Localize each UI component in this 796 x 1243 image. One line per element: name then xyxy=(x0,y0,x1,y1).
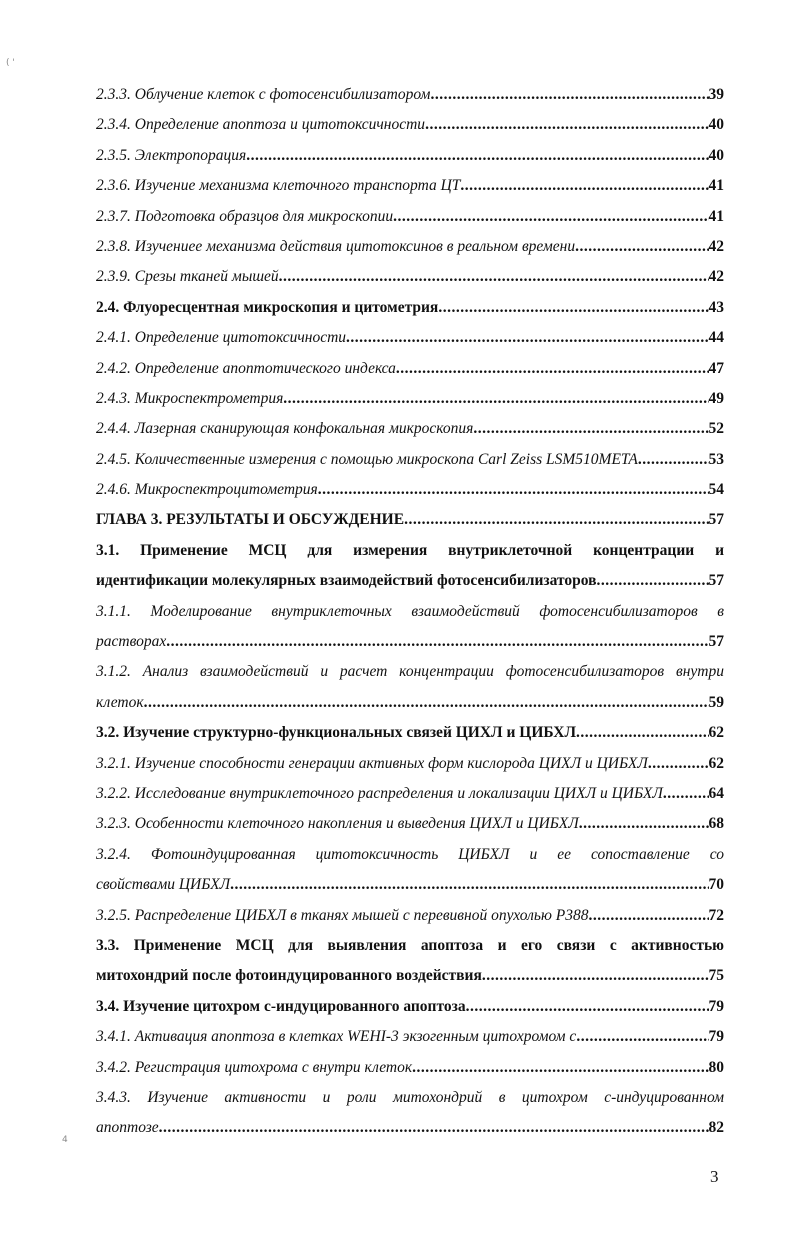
dot-leader xyxy=(346,323,708,353)
dot-leader xyxy=(473,414,708,444)
toc-entry-title: 3.2.1. Изучение способности генерации активных форм кислорода ЦИХЛ и ЦИБХЛ xyxy=(96,754,648,772)
toc-entry xyxy=(96,505,724,535)
toc-entry xyxy=(96,445,724,475)
toc-entry xyxy=(96,901,724,931)
toc-entry-title: апоптозе xyxy=(96,1119,159,1137)
toc-entry-title: ГЛАВА 3. РЕЗУЛЬТАТЫ И ОБСУЖДЕНИЕ xyxy=(96,511,405,529)
toc-entry-page: 80 xyxy=(708,1058,724,1076)
toc-entry-title: митохондрий после фотоиндуцированного воздействия xyxy=(96,967,482,985)
dot-leader xyxy=(648,749,709,779)
toc-entry-title: 2.4.5. Количественные измерения с помощью микроскопа Carl Zeiss LSM510META xyxy=(96,450,638,468)
toc-entry-title: растворах xyxy=(96,633,167,651)
dot-leader xyxy=(166,627,708,657)
toc-entry xyxy=(96,992,724,1022)
toc-entry-first-line: 3.3. Применение МСЦ для выявления апоптоза и его связи с активностью xyxy=(96,936,724,954)
toc-entry-title: 3.4.2. Регистрация цитохрома с внутри клеток xyxy=(96,1058,413,1076)
dot-leader xyxy=(663,779,709,809)
page-number: 3 xyxy=(710,1167,719,1186)
toc-entry xyxy=(96,1053,724,1083)
dot-leader xyxy=(230,870,708,900)
toc-entry xyxy=(96,1022,724,1052)
toc-entry-page: 72 xyxy=(708,906,724,924)
toc-entry xyxy=(96,749,724,779)
toc-entry-title: 3.4.1. Активация апоптоза в клетках WEHI-3 экзогенным цитохромом с xyxy=(96,1028,577,1046)
dot-leader xyxy=(438,293,708,323)
toc-entry xyxy=(96,718,724,748)
dot-leader xyxy=(588,901,708,931)
toc-entry-title: 2.3.8. Изучениее механизма действия цитотоксинов в реальном времени xyxy=(96,237,576,255)
toc-entry-title: идентификации молекулярных взаимодействий фотосенсибилизаторов xyxy=(96,572,597,590)
toc-entry-title: 2.3.7. Подготовка образцов для микроскопии xyxy=(96,207,394,225)
toc-entry xyxy=(96,779,724,809)
toc-entry-page: 57 xyxy=(708,633,724,651)
toc-entry-first-line: 3.4.3. Изучение активности и роли митохондрий в цитохром с-индуцированном xyxy=(96,1088,724,1106)
toc-entry xyxy=(96,293,724,323)
toc-entry-page: 75 xyxy=(708,967,724,985)
toc-entry-title: 2.4. Флуоресцентная микроскопия и цитометрия xyxy=(96,298,439,316)
toc-entry-page: 41 xyxy=(708,207,724,225)
toc-entry-page: 59 xyxy=(708,693,724,711)
toc-entry xyxy=(96,262,724,292)
toc-entry-title: 3.4. Изучение цитохром с-индуцированного апоптоза xyxy=(96,997,466,1015)
toc-entry-title: 2.3.4. Определение апоптоза и цитотоксичности xyxy=(96,116,426,134)
toc-entry xyxy=(96,870,724,900)
dot-leader xyxy=(576,1022,708,1052)
toc-entry-page: 82 xyxy=(708,1119,724,1137)
dot-leader xyxy=(404,505,708,535)
scan-mark-bottom: 4 xyxy=(62,1135,68,1145)
dot-leader xyxy=(597,566,709,596)
toc-entry-page: 70 xyxy=(708,876,724,894)
dot-leader xyxy=(638,445,709,475)
dot-leader xyxy=(482,961,709,991)
dot-leader xyxy=(279,262,709,292)
toc-entry-page: 52 xyxy=(708,420,724,438)
toc-entry-page: 39 xyxy=(708,86,724,103)
toc-entry xyxy=(96,414,724,444)
toc-entry-page: 57 xyxy=(708,511,724,529)
toc-entry-page: 42 xyxy=(708,268,724,286)
toc-entry xyxy=(96,384,724,414)
dot-leader xyxy=(430,80,708,110)
toc-entry-page: 43 xyxy=(708,298,724,316)
dot-leader xyxy=(393,202,708,232)
dot-leader xyxy=(159,1113,709,1143)
toc-entry-page: 44 xyxy=(708,329,724,347)
toc-entry-title: 3.2. Изучение структурно-функциональных связей ЦИХЛ и ЦИБХЛ xyxy=(96,724,577,742)
dot-leader xyxy=(466,992,709,1022)
toc-entry-page: 62 xyxy=(708,754,724,772)
dot-leader xyxy=(318,475,709,505)
toc-entry-title: 2.4.4. Лазерная сканирующая конфокальная микроскопия xyxy=(96,420,474,438)
toc-entry-page: 64 xyxy=(708,784,724,802)
dot-leader xyxy=(144,688,709,718)
toc-entry xyxy=(96,171,724,201)
dot-leader xyxy=(575,232,708,262)
toc-entry-title: 2.3.3. Облучение клеток с фотосенсибилизатором xyxy=(96,86,431,103)
dot-leader xyxy=(396,354,709,384)
toc-entry-first-line: 3.1. Применение МСЦ для измерения внутриклеточной концентрации и xyxy=(96,541,724,559)
toc-entry xyxy=(96,475,724,505)
toc-entry-page: 42 xyxy=(708,237,724,255)
toc-entry-title: клеток xyxy=(96,693,144,711)
dot-leader xyxy=(283,384,708,414)
toc-entry xyxy=(96,141,724,171)
toc-entry xyxy=(96,566,724,596)
toc-entry-page: 68 xyxy=(708,815,724,833)
toc-entry-title: 2.3.6. Изучение механизма клеточного транспорта ЦТ xyxy=(96,177,461,195)
toc-entry-first-line: 3.1.2. Анализ взаимодействий и расчет концентрации фотосенсибилизаторов внутри xyxy=(96,663,724,681)
toc-entry-title: 2.3.5. Электропорация xyxy=(96,146,247,164)
toc-entry-title: 3.2.5. Распределение ЦИБХЛ в тканях мышей с перевивной опухолью Р388 xyxy=(96,906,589,924)
toc-entry-page: 49 xyxy=(708,389,724,407)
scan-mark-top: ( ' xyxy=(6,58,15,68)
toc-entry-page: 57 xyxy=(708,572,724,590)
toc-entry xyxy=(96,232,724,262)
toc-entry xyxy=(96,809,724,839)
toc-entry-title: 2.4.6. Микроспектроцитометрия xyxy=(96,481,318,499)
toc-entry-page: 79 xyxy=(708,1028,724,1046)
toc-entry-page: 40 xyxy=(708,116,724,134)
toc-entry xyxy=(96,627,724,657)
toc-entry-page: 79 xyxy=(708,997,724,1015)
table-of-contents xyxy=(96,80,724,1144)
dot-leader xyxy=(412,1053,708,1083)
dot-leader xyxy=(460,171,708,201)
toc-entry xyxy=(96,961,724,991)
toc-entry-title: 3.2.3. Особенности клеточного накопления и выведения ЦИХЛ и ЦИБХЛ xyxy=(96,815,579,833)
toc-entry-first-line: 3.2.4. Фотоиндуцированная цитотоксичность ЦИБХЛ и ее сопоставление со xyxy=(96,845,724,863)
toc-entry xyxy=(96,202,724,232)
dot-leader xyxy=(246,141,708,171)
dot-leader xyxy=(425,110,708,140)
toc-entry-page: 47 xyxy=(708,359,724,377)
toc-entry-page: 40 xyxy=(708,146,724,164)
toc-entry-title: 2.3.9. Срезы тканей мышей xyxy=(96,268,279,286)
toc-entry-page: 54 xyxy=(708,481,724,499)
toc-entry-page: 53 xyxy=(708,450,724,468)
toc-entry xyxy=(96,1113,724,1143)
toc-entry xyxy=(96,80,724,110)
dot-leader xyxy=(579,809,709,839)
toc-entry-page: 41 xyxy=(708,177,724,195)
toc-entry xyxy=(96,110,724,140)
toc-entry xyxy=(96,354,724,384)
toc-entry-title: свойствами ЦИБХЛ xyxy=(96,876,231,894)
toc-entry-title: 3.2.2. Исследование внутриклеточного распределения и локализации ЦИХЛ и ЦИБХЛ xyxy=(96,784,663,802)
toc-entry xyxy=(96,688,724,718)
dot-leader xyxy=(576,718,708,748)
toc-entry-title: 2.4.2. Определение апоптотического индекса xyxy=(96,359,396,377)
toc-entry-title: 2.4.3. Микроспектрометрия xyxy=(96,389,284,407)
toc-entry xyxy=(96,323,724,353)
toc-entry-first-line: 3.1.1. Моделирование внутриклеточных взаимодействий фотосенсибилизаторов в xyxy=(96,602,724,620)
toc-entry-title: 2.4.1. Определение цитотоксичности xyxy=(96,329,347,347)
toc-entry-page: 62 xyxy=(708,724,724,742)
